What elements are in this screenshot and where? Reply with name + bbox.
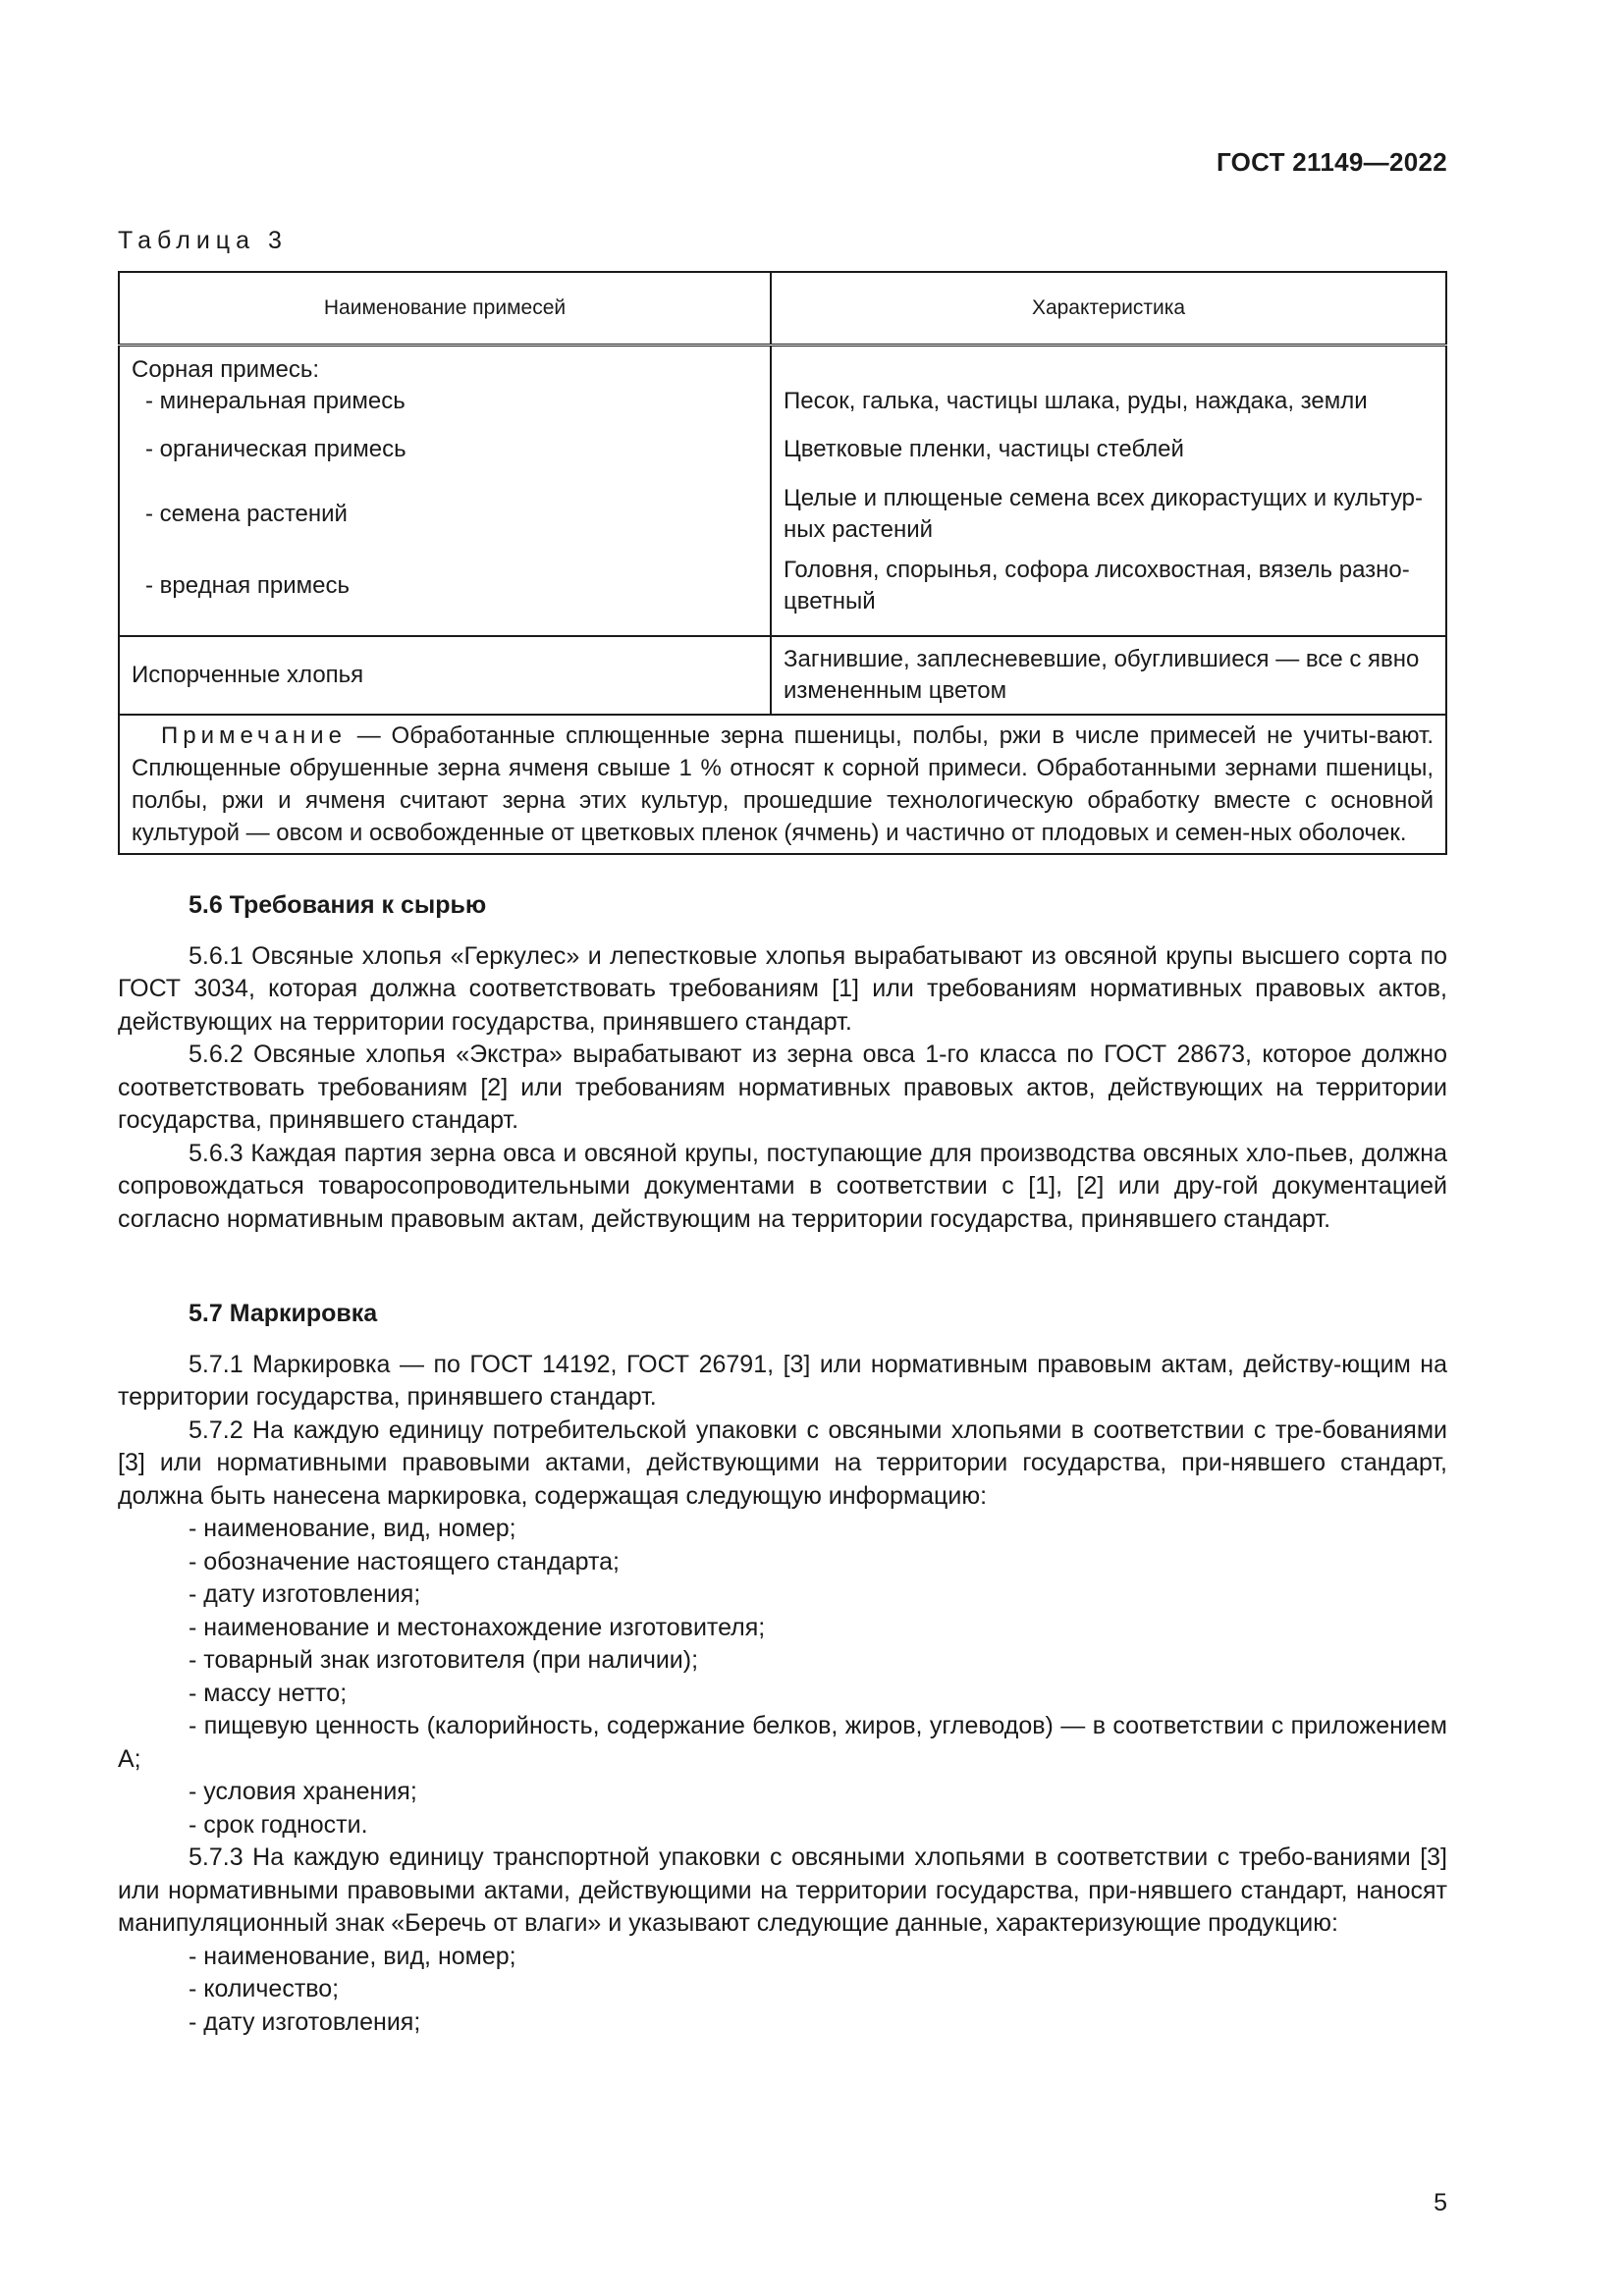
table-caption: Таблица 3: [118, 227, 288, 254]
table-row: [119, 346, 1446, 387]
impurity-desc: Цветковые пленки, частицы стеблей: [771, 417, 1446, 482]
table-header-row: [119, 272, 1446, 346]
table-row: [119, 386, 1446, 417]
paragraph: 5.7.1 Маркировка — по ГОСТ 14192, ГОСТ 26791, [3] или нормативным правовым актам, действу-ющим на территории государства, принявшего стандарт.: [118, 1350, 1447, 1411]
header-characteristic: Характеристика: [771, 272, 1446, 346]
table-note: [119, 715, 1446, 854]
note-text: — Обработанные сплющенные зерна пшеницы, полбы, ржи в числе примесей не учиты-вают. Сплющенные обрушенные зерна ячменя свыше 1 % относят к сорной примеси. Обработанными зернами пшеницы, полбы, ржи и ячменя считают зерна этих культур, прошедшие технологическую обработку вместе с основной культурой — овсом и освобожденные от цветковых пленок (ячмень) и частично от плодовых и семен-ных оболочек.: [132, 722, 1434, 846]
impurity-desc: Песок, галька, частицы шлака, руды, наждака, земли: [771, 386, 1446, 417]
section-title: 5.6 Требования к сырью: [189, 891, 487, 919]
note-label: Примечание: [161, 722, 347, 749]
section-5-7: [118, 1298, 1447, 2039]
impurity-name: Испорченные хлопья: [119, 636, 771, 715]
list-item: - пищевую ценность (калорийность, содержание белков, жиров, углеводов) — в соответствии с приложением А;: [118, 1712, 1447, 1773]
group-title: Сорная примесь:: [119, 346, 771, 387]
impurity-desc: Головня, спорынья, софора лисохвостная, вязель разно-цветный: [771, 547, 1446, 636]
paragraph: 5.6.3 Каждая партия зерна овса и овсяной крупы, поступающие для производства овсяных хло-пьев, должна сопровождаться товаросопроводительными документами в соответствии с [1], [2] или дру-гой документацией согласно нормативным правовым актам, действующим на территории государства, принявшего стандарт.: [118, 1139, 1447, 1233]
impurity-desc: Целые и плющеные семена всех дикорастущих и культур-ных растений: [771, 482, 1446, 547]
impurity-name: - органическая примесь: [119, 417, 771, 482]
table-row: [119, 482, 1446, 547]
page-number: 5: [1434, 2189, 1447, 2216]
section-title: 5.7 Маркировка: [189, 1300, 378, 1327]
list-item: - товарный знак изготовителя (при наличии);: [189, 1646, 699, 1674]
impurities-table: [118, 271, 1447, 855]
table-row: [119, 636, 1446, 715]
list-item: - наименование, вид, номер;: [189, 1515, 516, 1542]
list-item: - дату изготовления;: [189, 1580, 421, 1608]
impurity-name: - семена растений: [119, 482, 771, 547]
impurity-name: - вредная примесь: [119, 547, 771, 636]
list-item: - массу нетто;: [189, 1679, 348, 1707]
list-item: - наименование и местонахождение изготовителя;: [189, 1613, 766, 1641]
table-note-row: [119, 715, 1446, 854]
table-row: [119, 417, 1446, 482]
document-code: ГОСТ 21149—2022: [1216, 147, 1447, 177]
list-item: - дату изготовления;: [189, 2007, 421, 2036]
paragraph: 5.6.1 Овсяные хлопья «Геркулес» и лепестковые хлопья вырабатывают из овсяной крупы высшего сорта по ГОСТ 3034, которая должна соответствовать требованиям [1] или требованиям нормативных правовых актов, действующих на территории государства, принявшего стандарт.: [118, 941, 1447, 1036]
paragraph: 5.7.2 На каждую единицу потребительской упаковки с овсяными хлопьями в соответствии с тре-бованиями [3] или нормативными правовыми актами, действующими на территории государства, при-нявшего стандарт, должна быть нанесена маркировка, содержащая следующую информацию:: [118, 1415, 1447, 1510]
impurity-desc: Загнившие, заплесневевшие, обуглившиеся — все с явно измененным цветом: [771, 636, 1446, 715]
section-5-6: [118, 889, 1447, 1236]
list-item: - срок годности.: [189, 1810, 368, 1839]
list-item: - условия хранения;: [189, 1778, 417, 1805]
table-row: [119, 547, 1446, 636]
paragraph: 5.7.3 На каждую единицу транспортной упаковки с овсяными хлопьями в соответствии с требо-ваниями [3] или нормативными правовыми актами, действующими на территории государства, при-нявшего стандарт, наносят манипуляционный знак «Беречь от влаги» и указывают следующие данные, характеризующие продукцию:: [118, 1843, 1447, 1937]
list-item: - количество;: [189, 1975, 340, 2002]
header-impurity-name: Наименование примесей: [119, 272, 771, 346]
impurity-name: - минеральная примесь: [119, 386, 771, 417]
paragraph: 5.6.2 Овсяные хлопья «Экстра» вырабатывают из зерна овса 1-го класса по ГОСТ 28673, которое должно соответствовать требованиям [2] или требованиям нормативных правовых актов, действующих на территории государства, принявшего стандарт.: [118, 1041, 1447, 1134]
list-item: - обозначение настоящего стандарта;: [189, 1547, 620, 1575]
list-item: - наименование, вид, номер;: [189, 1942, 516, 1970]
